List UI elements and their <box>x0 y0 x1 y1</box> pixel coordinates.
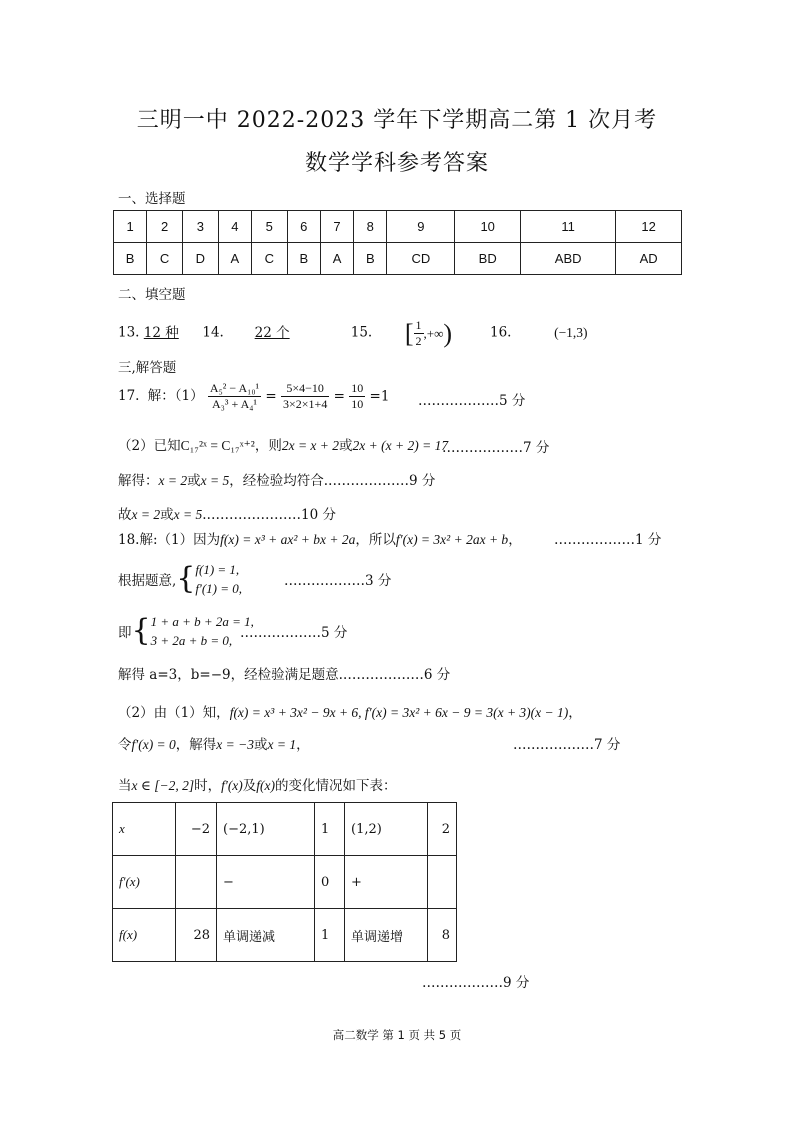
q18-conditions: 根据题意,{ f(1) = 1, f′(1) = 0, <box>118 561 243 596</box>
q17-part1-prefix: 解：（1） <box>147 388 204 404</box>
question-number-cell: 1 <box>114 211 147 243</box>
variation-cell: f(x) <box>113 909 176 962</box>
variation-cell: − <box>217 856 315 909</box>
q15-answer: [ $\frac{1}{2}$ ,+∞) <box>404 318 453 348</box>
q17-score-4: 10 分 <box>301 507 336 523</box>
q14-answer: 22 个 <box>254 324 290 341</box>
question-number-cell: 10 <box>455 211 521 243</box>
q18-system: 即{ 1 + a + b + 2a = 1, 3 + 2a + b = 0, <box>118 613 254 648</box>
q17-score-3: ………………9 分 <box>328 473 436 489</box>
q18-fx: f(x) = x³ + ax² + bx + 2a <box>220 532 356 547</box>
section-heading-fill: 二、填空题 <box>118 287 186 303</box>
variation-cell <box>176 856 217 909</box>
answer-cell: A <box>320 243 353 275</box>
answer-cell: AD <box>616 243 682 275</box>
variation-cell: (1,2) <box>345 803 428 856</box>
q18-table-intro: 当x ∈ [−2, 2]时，f′(x)及f(x)的变化情况如下表： <box>118 778 397 794</box>
q18-score-3: ………………5 分 <box>240 625 348 641</box>
q17-result: =1 <box>369 388 390 405</box>
q17-fraction-3: $\frac{10}{10}$ <box>351 381 364 411</box>
q17-score-2: ………………7 分 <box>442 440 550 456</box>
q18-score-2: ………………3 分 <box>284 573 392 589</box>
q16-answer: (−1,3) <box>554 324 588 340</box>
variation-cell: f′(x) <box>113 856 176 909</box>
q18-part1-line: 18.解:（1）因为f(x) = x³ + ax² + bx + 2a，所以f′(x) = 3x² + 2ax + b， <box>118 532 522 548</box>
answer-cell: CD <box>387 243 455 275</box>
q17-label: 17. <box>118 388 140 404</box>
q17-binomial-eq: C₁₇²ˣ = C₁₇ˣ⁺² <box>180 438 255 453</box>
q16-label: 16. <box>490 324 512 341</box>
q18-score-1: ………………1 分 <box>554 532 662 548</box>
fill-answers-line <box>118 318 626 349</box>
q17-score-1: ………………5 分 <box>418 393 526 409</box>
question-number-cell: 11 <box>520 211 615 243</box>
variation-cell: 1 <box>315 803 345 856</box>
variation-cell: 单调递减 <box>217 909 315 962</box>
variation-cell <box>428 856 457 909</box>
q18-score-5: ………………7 分 <box>513 737 621 753</box>
question-number-cell: 8 <box>354 211 387 243</box>
page-title: 三明一中 2022-2023 学年下学期高二第 1 次月考 <box>136 108 658 133</box>
question-number-cell: 4 <box>218 211 251 243</box>
q15-label: 15. <box>350 324 373 341</box>
section-heading-solve: 三,解答题 <box>118 360 177 376</box>
table-row <box>114 211 682 243</box>
variation-cell: (−2,1) <box>217 803 315 856</box>
page-footer: 高二数学 第 1 页 共 5 页 <box>332 1028 462 1042</box>
table-row <box>114 243 682 275</box>
variation-cell: −2 <box>176 803 217 856</box>
question-number-cell: 6 <box>287 211 320 243</box>
answer-cell: B <box>114 243 147 275</box>
answer-cell: C <box>251 243 287 275</box>
q18-part2-line: （2）由（1）知，f(x) = x³ + 3x² − 9x + 6, f′(x) = 3x² + 6x − 9 = 3(x + 3)(x − 1)， <box>118 705 582 721</box>
variation-table <box>112 802 457 962</box>
variation-cell: 单调递增 <box>345 909 428 962</box>
variation-cell: + <box>345 856 428 909</box>
q17-part1: 17. 解：（1） $\frac{\text{A₅² − A₁₀¹}}{\text{A₃³ + A₄¹}}$ = $\frac{5\times 4-10}{3\times 2\times 1+4}$ = $\frac{10}{10}$ =1 <box>118 381 390 411</box>
choice-answer-table <box>113 210 682 275</box>
answer-cell: ABD <box>520 243 615 275</box>
question-number-cell: 7 <box>320 211 353 243</box>
variation-cell: 1 <box>315 909 345 962</box>
q18-score-4: ………………6 分 <box>342 667 451 683</box>
page-subtitle: 数学学科参考答案 <box>304 151 489 176</box>
answer-cell: A <box>218 243 251 275</box>
question-number-cell: 2 <box>147 211 183 243</box>
q14-label: 14. <box>202 324 224 341</box>
q13-label: 13. <box>118 324 140 341</box>
answer-cell: D <box>182 243 218 275</box>
table-row <box>113 803 457 856</box>
q17-conclusion: 故x = 2或x = 5.…………………10 分 <box>118 507 336 523</box>
variation-cell: 2 <box>428 803 457 856</box>
table-row <box>113 856 457 909</box>
section-heading-choice: 一、选择题 <box>118 191 186 207</box>
q18-fpx: f′(x) = 3x² + 2ax + b <box>395 532 509 547</box>
variation-cell: 8 <box>428 909 457 962</box>
answer-cell: BD <box>455 243 521 275</box>
answer-cell: B <box>354 243 387 275</box>
q17-part2: （2）已知C₁₇²ˣ = C₁₇ˣ⁺²，则2x = x + 2或2x + (x + 2) = 17 <box>118 438 449 454</box>
answer-cell: C <box>147 243 183 275</box>
q18-let-line: 令f′(x) = 0，解得x = −3或x = 1， <box>118 737 310 753</box>
answer-cell: B <box>287 243 320 275</box>
q18-part2-expr: f(x) = x³ + 3x² − 9x + 6, f′(x) = 3x² + 6x − 9 = 3(x + 3)(x − 1) <box>229 705 569 720</box>
q18-result: 解得 a=3，b=−9，经检验满足题意.………………6 分 <box>118 667 451 683</box>
q17-solve-line: 解得：x = 2或x = 5，经检验均符合.………………9 分 <box>118 473 436 489</box>
question-number-cell: 5 <box>251 211 287 243</box>
question-number-cell: 3 <box>182 211 218 243</box>
question-number-cell: 9 <box>387 211 455 243</box>
q17-fraction-2: $\frac{5\times 4-10}{3\times 2\times 1+4}$ <box>283 381 328 411</box>
table-row <box>113 909 457 962</box>
question-number-cell: 12 <box>616 211 682 243</box>
q18-score-6: ………………9 分 <box>422 975 530 991</box>
q13-answer: 12 种 <box>143 324 179 341</box>
q17-fraction-1: $\frac{\text{A₅² − A₁₀¹}}{\text{A₃³ + A₄¹}}$ <box>209 381 260 411</box>
variation-cell: 28 <box>176 909 217 962</box>
variation-cell: 0 <box>315 856 345 909</box>
q18-label: 18. <box>118 532 140 548</box>
variation-cell: x <box>113 803 176 856</box>
